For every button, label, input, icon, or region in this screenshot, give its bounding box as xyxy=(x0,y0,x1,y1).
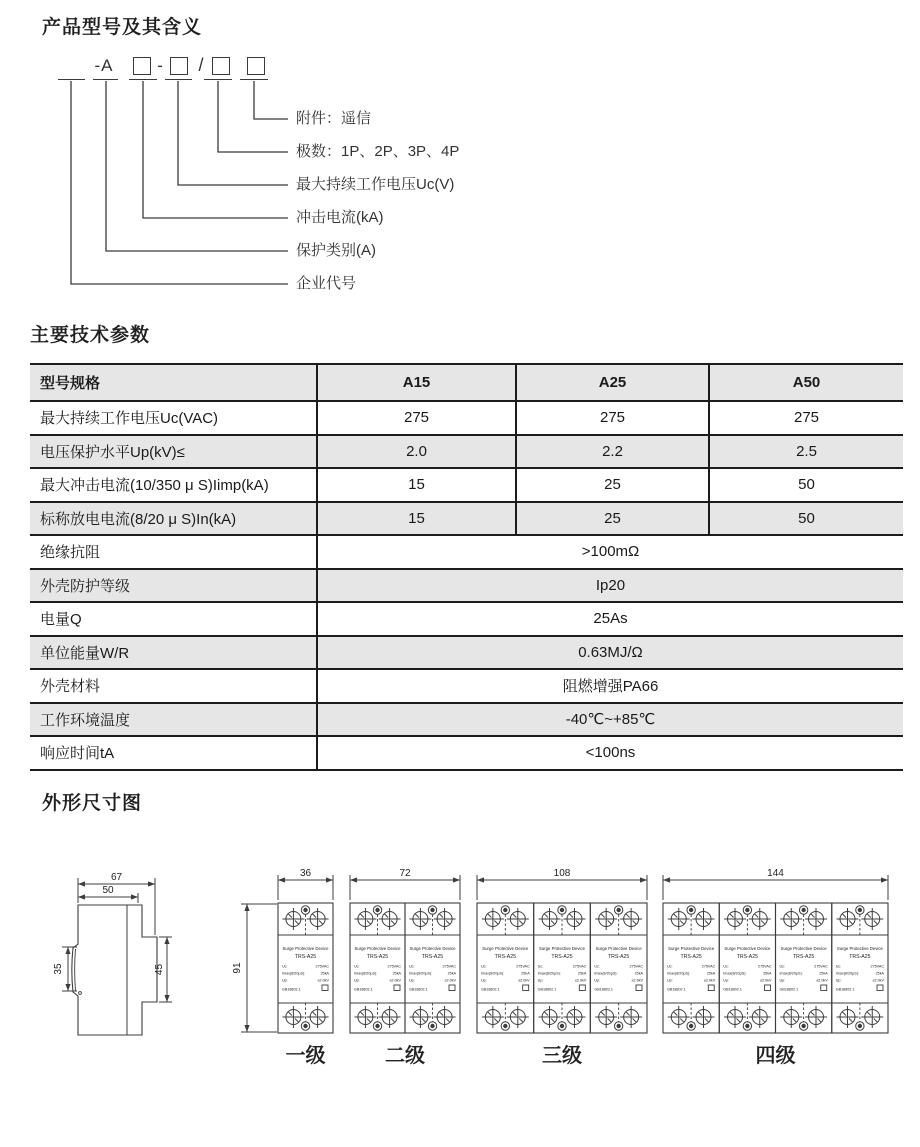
spec-row xyxy=(30,569,903,603)
dimension-text: TRS-A25 xyxy=(680,954,702,960)
dimension-text: 67 xyxy=(110,872,123,883)
dimension-text: Imax(8/20μS): xyxy=(723,971,747,976)
spec-row xyxy=(30,401,903,435)
assembly-level-1 xyxy=(278,868,333,1067)
dimension-text: TRS-A25 xyxy=(294,954,317,960)
spec-value: 25 xyxy=(516,468,709,502)
assembly-level-4 xyxy=(663,868,888,1067)
module-face-label xyxy=(409,946,457,992)
dimension-text: Imax(8/20μS): xyxy=(779,971,803,976)
screw-icon xyxy=(856,906,864,914)
spd-module xyxy=(832,903,888,1033)
spec-row xyxy=(30,636,903,670)
screw-icon xyxy=(501,906,509,914)
model-code-label: 企业代号 xyxy=(296,275,357,292)
code-slash: / xyxy=(198,55,204,75)
spd-module xyxy=(776,903,832,1033)
dimension-text: Imax(8/20μS): xyxy=(409,971,433,976)
dimension-text: GB18802.1 xyxy=(723,987,742,992)
dimension-text: 25kA xyxy=(577,971,587,976)
assembly-level-2 xyxy=(350,868,460,1067)
spd-module xyxy=(278,903,333,1033)
dimension-text: Imax(8/20μS): xyxy=(354,971,378,976)
spec-row-label: 单位能量W/R xyxy=(30,636,317,670)
dimension-text: Up: xyxy=(481,978,487,983)
dimension-text: Uc: xyxy=(537,964,544,969)
terminal-icon xyxy=(539,1006,561,1028)
dimension-text: Imax(8/20μS): xyxy=(282,971,306,976)
screw-icon xyxy=(501,1022,509,1030)
dim-rail-height xyxy=(53,947,71,991)
screw-icon xyxy=(558,906,566,914)
dimension-text: TRS-A25 xyxy=(421,954,444,960)
spec-row xyxy=(30,502,903,536)
terminal-icon xyxy=(668,908,690,930)
spec-value-merged: 0.63MJ/Ω xyxy=(317,636,903,670)
screw-icon xyxy=(743,1022,751,1030)
code-underline xyxy=(204,79,232,80)
dim-assembly-width xyxy=(278,868,333,883)
screw-icon xyxy=(428,1022,436,1030)
dimension-text: 25kA xyxy=(521,971,530,976)
connector-line xyxy=(178,81,288,185)
dimension-text: 25kA xyxy=(819,971,828,976)
spec-header-model: A25 xyxy=(516,364,709,401)
dimension-text: 275VAC xyxy=(629,964,643,969)
spec-header-model: A15 xyxy=(317,364,516,401)
dimension-text: 275VAC xyxy=(814,964,828,969)
dimension-text: ≤2.0kV xyxy=(444,978,456,983)
terminal-icon xyxy=(749,908,771,930)
spec-row-label: 外壳材料 xyxy=(30,669,317,703)
dimension-text: Surge Protective Device xyxy=(780,946,827,951)
spec-row xyxy=(30,736,903,770)
spec-value: 50 xyxy=(709,468,903,502)
screw-icon xyxy=(428,906,436,914)
code-box-accessory xyxy=(247,57,265,75)
dimension-text: 275VAC xyxy=(516,964,530,969)
spec-header-model: A50 xyxy=(709,364,903,401)
dimension-text: ≤2.0kV xyxy=(389,978,401,983)
code-type: -A xyxy=(94,56,114,75)
dim-module-height xyxy=(232,904,277,1032)
module-face-label xyxy=(481,946,530,992)
dimension-text: Up: xyxy=(409,978,415,983)
spec-value-merged: -40℃~+85℃ xyxy=(317,703,903,737)
terminal-icon xyxy=(837,908,859,930)
spec-table-head xyxy=(30,364,903,401)
dimension-text: Surge Protective Device xyxy=(354,946,401,951)
model-code-label: 最大持续工作电压Uc(V) xyxy=(296,176,455,193)
terminal-icon xyxy=(620,908,642,930)
dimension-text: 108 xyxy=(553,868,571,879)
dimension-text: GB18802.1 xyxy=(835,987,855,992)
dimension-text: 25kA xyxy=(320,971,329,976)
screw-icon xyxy=(687,906,695,914)
dim-assembly-width xyxy=(663,868,888,883)
spec-value-merged: Ip20 xyxy=(317,569,903,603)
module-face-label xyxy=(836,946,885,992)
spd-module xyxy=(534,903,591,1033)
spec-row xyxy=(30,435,903,469)
screw-icon xyxy=(799,1022,807,1030)
level-label: 三级 xyxy=(542,1045,582,1067)
spec-row xyxy=(30,602,903,636)
dimension-text: Uc: xyxy=(779,964,786,969)
spec-row xyxy=(30,703,903,737)
profile-outline xyxy=(72,905,157,1035)
terminal-icon xyxy=(780,908,802,930)
dimension-text: Up: xyxy=(282,978,288,983)
screw-icon xyxy=(301,1022,309,1030)
dimension-text: 45 xyxy=(154,963,165,976)
terminal-icon xyxy=(861,1006,883,1028)
dimension-text: GB18802.1 xyxy=(282,987,301,992)
spec-value: 2.2 xyxy=(516,435,709,469)
screw-icon xyxy=(687,1022,695,1030)
spec-row-label: 标称放电电流(8/20 μ S)In(kA) xyxy=(30,502,317,536)
module-face-label xyxy=(538,946,587,992)
dimension-text: Surge Protective Device xyxy=(482,946,529,951)
spec-header-label: 型号规格 xyxy=(30,364,317,401)
terminal-icon xyxy=(563,1006,585,1028)
connector-line xyxy=(143,81,288,218)
dimension-text: TRS-A25 xyxy=(607,954,630,960)
dimension-text: ≤2.0kV xyxy=(872,978,884,983)
dimension-text: ≤2.0kV xyxy=(574,978,587,983)
terminal-icon xyxy=(724,908,746,930)
spec-row xyxy=(30,468,903,502)
dimension-text: Up: xyxy=(537,978,544,983)
dimension-text: Surge Protective Device xyxy=(595,946,642,951)
dimension-text: ≤2.0kV xyxy=(703,978,716,983)
screw-icon xyxy=(614,906,622,914)
module-face-label xyxy=(594,946,643,992)
spec-row xyxy=(30,669,903,703)
spec-value: 2.0 xyxy=(317,435,516,469)
dimension-text: Imax(8/20μS): xyxy=(667,971,691,976)
module-face-label xyxy=(282,946,330,992)
dimension-text: Surge Protective Device xyxy=(668,946,715,951)
terminal-icon xyxy=(507,1006,529,1028)
spd-module xyxy=(350,903,405,1033)
level-label: 四级 xyxy=(755,1045,796,1067)
dimension-text: Imax(8/20μS): xyxy=(481,971,505,976)
code-box-poles xyxy=(212,57,230,75)
dimension-text: TRS-A25 xyxy=(736,954,759,960)
terminal-icon xyxy=(595,1006,617,1028)
terminal-icon xyxy=(668,1006,690,1028)
dimension-text: 275VAC xyxy=(701,964,716,969)
dimension-text: 35 xyxy=(53,963,64,975)
spd-module xyxy=(719,903,775,1033)
dimension-text: 25kA xyxy=(392,971,401,976)
terminal-icon xyxy=(693,908,715,930)
terminal-icon xyxy=(539,908,561,930)
dimension-text: GB18802.1 xyxy=(409,987,428,992)
assembly-level-3 xyxy=(477,868,647,1067)
dimension-text: Up: xyxy=(779,978,786,983)
spec-value-merged: >100mΩ xyxy=(317,535,903,569)
spec-value: 15 xyxy=(317,502,516,536)
dimension-text: GB18802.1 xyxy=(354,987,373,992)
dim-recess-height xyxy=(154,937,170,1002)
dimension-text: Surge Protective Device xyxy=(538,946,586,951)
model-code-diagram xyxy=(0,0,920,305)
dimension-text: 25kA xyxy=(763,971,772,976)
dimension-text: Imax(8/20μS): xyxy=(537,971,561,976)
terminal-icon xyxy=(595,908,617,930)
section-title-model-code: 产品型号及其含义 xyxy=(42,17,203,38)
dimension-text: 25kA xyxy=(447,971,456,976)
screw-icon xyxy=(301,906,309,914)
screw-icon xyxy=(799,906,807,914)
dimension-text: 144 xyxy=(767,868,784,879)
terminal-icon xyxy=(482,1006,504,1028)
dimension-text: Uc: xyxy=(354,964,360,969)
dimension-text: TRS-A25 xyxy=(551,954,573,960)
module-face-label xyxy=(780,946,829,992)
spec-row-label: 最大冲击电流(10/350 μ S)Iimp(kA) xyxy=(30,468,317,502)
spd-module xyxy=(477,903,534,1033)
dimension-text: Uc: xyxy=(481,964,487,969)
code-underline xyxy=(58,79,85,80)
connector-line xyxy=(254,81,288,119)
screw-icon xyxy=(856,1022,864,1030)
connector-line xyxy=(218,81,288,152)
dimension-text: TRS-A25 xyxy=(494,954,517,960)
code-box-voltage xyxy=(170,57,188,75)
screw-icon xyxy=(614,1022,622,1030)
code-underline xyxy=(129,79,157,80)
code-dash: - xyxy=(157,56,163,75)
screw-icon xyxy=(558,1022,566,1030)
spd-module xyxy=(405,903,460,1033)
dimension-text: ≤2.0kV xyxy=(816,978,828,983)
dimension-text: 275VAC xyxy=(442,964,456,969)
spec-table-body xyxy=(30,401,903,770)
spec-value-merged: 25As xyxy=(317,602,903,636)
dimension-text: Uc: xyxy=(594,964,600,969)
dim-assembly-width xyxy=(477,868,647,883)
model-code-label: 保护类别(A) xyxy=(296,242,376,259)
screw-icon xyxy=(373,1022,381,1030)
dimension-text: 36 xyxy=(299,868,312,879)
module-face-label xyxy=(723,946,772,992)
dimension-text: Uc: xyxy=(835,964,842,969)
dimension-text: 25kA xyxy=(634,971,643,976)
section-title-dimensions: 外形尺寸图 xyxy=(42,793,143,814)
terminal-icon xyxy=(805,908,827,930)
dimension-text: TRS-A25 xyxy=(849,954,871,960)
code-underline xyxy=(93,79,118,80)
dimension-text: TRS-A25 xyxy=(366,954,389,960)
dimension-text: 275VAC xyxy=(572,964,587,969)
dimension-text: 72 xyxy=(399,868,411,879)
terminal-icon xyxy=(837,1006,859,1028)
dimension-text: ≤2.0kV xyxy=(631,978,643,983)
spec-table xyxy=(30,363,903,771)
dimension-text: 275VAC xyxy=(758,964,772,969)
dimension-text: 91 xyxy=(232,962,243,974)
spec-row-label: 电量Q xyxy=(30,602,317,636)
dimension-text: Uc: xyxy=(667,964,673,969)
dimension-text: 275VAC xyxy=(315,964,329,969)
spec-row xyxy=(30,535,903,569)
dimension-text: 275VAC xyxy=(870,964,884,969)
dim-vertical xyxy=(232,904,250,1032)
spd-module xyxy=(663,903,719,1033)
dimension-text: ≤2.0kV xyxy=(518,978,530,983)
spec-row-label: 外壳防护等级 xyxy=(30,569,317,603)
terminal-icon xyxy=(780,1006,802,1028)
dimension-text: Surge Protective Device xyxy=(409,946,456,951)
dimension-text: Up: xyxy=(354,978,360,983)
spec-row-label: 工作环境温度 xyxy=(30,703,317,737)
dimension-text: GB18802.1 xyxy=(594,987,614,992)
spec-value: 15 xyxy=(317,468,516,502)
terminal-icon xyxy=(724,1006,746,1028)
terminal-icon xyxy=(805,1006,827,1028)
terminal-icon xyxy=(507,908,529,930)
spec-value-merged: 阻燃增强PA66 xyxy=(317,669,903,703)
dimension-text: Imax(8/20μS): xyxy=(594,971,618,976)
dimension-text: Up: xyxy=(835,978,842,983)
dimension-text: 25kA xyxy=(706,971,716,976)
spec-row-label: 最大持续工作电压Uc(VAC) xyxy=(30,401,317,435)
terminal-icon xyxy=(749,1006,771,1028)
spec-row-label: 绝缘抗阻 xyxy=(30,535,317,569)
dimension-text: Uc: xyxy=(409,964,415,969)
dimension-text: Surge Protective Device xyxy=(282,946,329,951)
dimension-text: ≤2.0kV xyxy=(317,978,329,983)
screw-icon xyxy=(373,906,381,914)
dimension-text: GB18802.1 xyxy=(481,987,500,992)
dimension-text: Uc: xyxy=(723,964,729,969)
connector-line xyxy=(106,81,288,251)
code-underline xyxy=(240,79,268,80)
dimension-text: GB18802.1 xyxy=(537,987,557,992)
terminal-icon xyxy=(620,1006,642,1028)
dimension-text: 50 xyxy=(102,885,114,896)
spec-value-merged: <100ns xyxy=(317,736,903,770)
profile-drawing xyxy=(53,872,172,1035)
spec-row-label: 响应时间tA xyxy=(30,736,317,770)
module-face-label xyxy=(667,946,716,992)
terminal-icon xyxy=(482,908,504,930)
dimension-text: 25kA xyxy=(875,971,884,976)
dimension-text: Up: xyxy=(723,978,729,983)
dimension-text: Surge Protective Device xyxy=(836,946,883,951)
terminal-icon xyxy=(861,908,883,930)
spd-module xyxy=(590,903,647,1033)
dimension-text: Imax(8/20μS): xyxy=(835,971,859,976)
spec-value: 25 xyxy=(516,502,709,536)
code-box-impulse xyxy=(133,57,151,75)
spec-value: 2.5 xyxy=(709,435,903,469)
dim-assembly-width xyxy=(350,868,460,883)
dimension-text: TRS-A25 xyxy=(792,954,815,960)
dim-overall-width xyxy=(78,872,155,887)
dimension-text: Surge Protective Device xyxy=(724,946,771,951)
section-title-parameters: 主要技术参数 xyxy=(30,325,151,346)
spec-row-label: 电压保护水平Up(kV)≤ xyxy=(30,435,317,469)
spec-value: 275 xyxy=(516,401,709,435)
dimension-text: 275VAC xyxy=(387,964,401,969)
dimension-text: GB18802.1 xyxy=(779,987,799,992)
dimension-text: Up: xyxy=(594,978,601,983)
terminal-icon xyxy=(563,908,585,930)
model-code-label: 冲击电流(kA) xyxy=(296,209,384,226)
spec-value: 275 xyxy=(317,401,516,435)
level-label: 二级 xyxy=(385,1045,425,1067)
spec-value: 275 xyxy=(709,401,903,435)
spec-value: 50 xyxy=(709,502,903,536)
dimension-text: GB18802.1 xyxy=(667,987,686,992)
model-code-label: 附件：遥信 xyxy=(296,110,372,127)
model-code-connector-lines xyxy=(0,0,920,305)
model-code-label: 极数：1P、2P、3P、4P xyxy=(296,143,460,160)
dimension-text: Uc: xyxy=(282,964,288,969)
level-label: 一级 xyxy=(285,1045,326,1067)
code-underline xyxy=(165,79,192,80)
dimension-text: ≤2.0kV xyxy=(760,978,772,983)
screw-icon xyxy=(743,906,751,914)
dimension-drawings xyxy=(0,860,920,1147)
connector-line xyxy=(71,81,288,284)
dimension-text: Up: xyxy=(667,978,673,983)
terminal-icon xyxy=(693,1006,715,1028)
module-face-label xyxy=(354,946,402,992)
dim-body-width xyxy=(78,885,138,900)
